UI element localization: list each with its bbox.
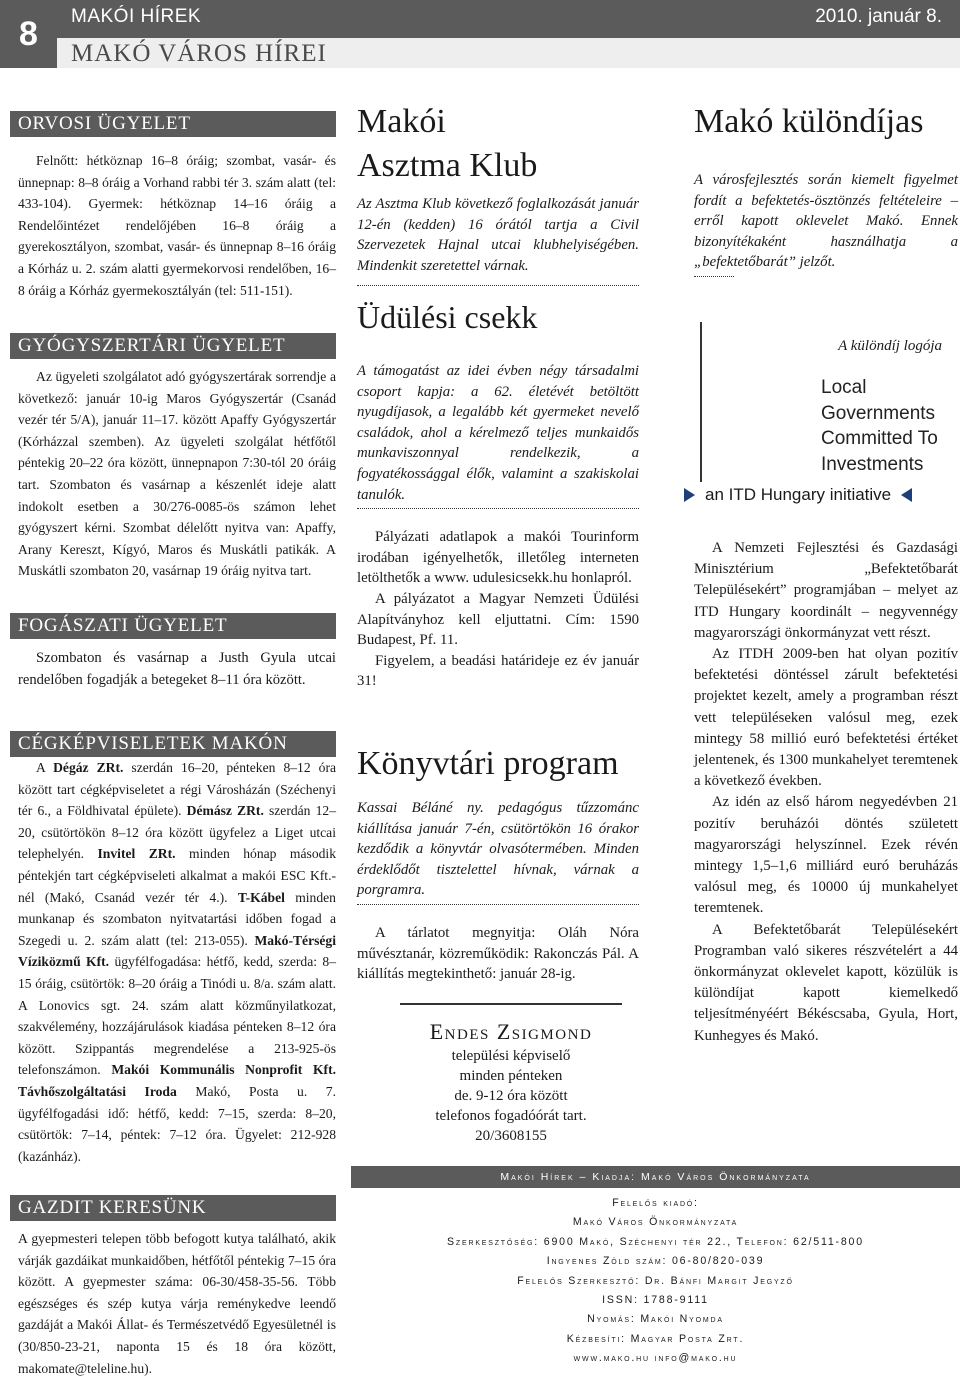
- endes-name: Endes Zsigmond: [429, 1019, 593, 1044]
- endes-line: de. 9-12 óra között: [454, 1088, 568, 1104]
- udulesi-intro: A támogatást az idei évben négy társadalmi csoport kapja: a 62. életévét betöltött nyugdíjasok, a legalább két gyermeket nevelő családok, ahol a kérelmező teljes munkaidős munkaviszonnyal rendelkezik, a fogyatékossággal élők, valamint a szakiskolai tanulók.: [357, 363, 639, 503]
- konyvtari-program-article: [357, 744, 639, 985]
- imprint: Felelős kiadó: Makó Város Önkormányzata Szerkesztőség: 6900 Makó, Széchenyi tér 22., Telefon: 62/511-800 Ingyenes Zöld szám: 06-80/820-039 Felelős Szerkesztő: Dr. Bánfi Margit Jegyző ISSN: 1788-9111 Nyomás: Makói Nyomda Kézbesíti: Magyar Posta Zrt. www.mako.hu info@mako.hu: [447, 1197, 864, 1365]
- arrow-left-icon: [901, 488, 912, 502]
- fogaszati-ugyelet-text: Szombaton és vasárnap a Justh Gyula utcai rendelőben fogadják a betegeket 8–11 óra között.: [18, 650, 336, 688]
- section-name: MAKÓI HÍREK: [71, 6, 202, 27]
- udulesi-csekk-article: [357, 297, 639, 692]
- mako-kulondijas-article: [694, 100, 958, 281]
- cegkepviseletek-heading: CÉGKÉPVISELETEK MAKÓN: [10, 731, 336, 757]
- logo-caption: A különdíj logója: [838, 338, 942, 354]
- logo-rule: [700, 322, 702, 482]
- asztma-title-line2: Asztma Klub: [357, 147, 538, 184]
- dotted-divider: [694, 273, 734, 277]
- page-number: 8: [0, 0, 57, 68]
- dotted-divider: [357, 901, 639, 905]
- konyvtari-title: Könyvtári program: [357, 745, 619, 782]
- endes-divider: [400, 1003, 622, 1005]
- logo-tagline: an ITD Hungary initiative: [684, 485, 954, 505]
- gazdit-keresunk-text: A gyepmesteri telepen több befogott kutya található, akik várják gazdáikat munkaidőben, hétfőtől péntekig 7–15 óra között. A gyepmester száma: 06-30/458-35-56. Több egészséges és szép kutya várja reménykedve leendő gazdáját a Makói Állat- és Természetvédő Egyesületnél is (30/850-23-21, naponta 15 és 18 óra között, makomate@teleline.hu).: [18, 1231, 336, 1376]
- page-title: MAKÓ VÁROS HÍREI: [71, 40, 327, 67]
- kulondijas-title: Makó különdíjas: [694, 103, 924, 140]
- asztma-klub-article: [357, 100, 639, 290]
- fogaszati-ugyelet-heading: FOGÁSZATI ÜGYELET: [10, 613, 336, 639]
- kulondijas-body: A Nemzeti Fejlesztési és Gazdasági Minisztérium „Befektetőbarát Településekért” programjában – melyet az ITD Hungary koordinált – negyvennégy magyarországi önkormányzat vett részt. Az ITDH 2009-ben hat olyan pozitív befektetési döntéssel zárult befektetési projektet kezelt, amely a programban részt vett településeken valósul meg, ezek mintegy 58 millió euró befektetési értéket jelentenek, és 1300 munkahelyet teremtenek a következő években. Az idén az első három negyedévben 21 pozitív beruházói döntés született magyarországi helyszínnel. Ezek révén mintegy 1,5–1,6 milliárd euró beruházás valósul meg, és 10000 új munkahelyet teremtenek. A Befektetőbarát Településekért Programban való sikeres részvételért a 44 önkormányzat oklevelet kapott, közülük is különdíjat kapott kiemelkedő teljesítményéért Békéscsaba, Gyula, Hort, Kunhegyes és Makó.: [694, 540, 958, 1044]
- endes-line: települési képviselő: [451, 1048, 571, 1064]
- asztma-title-line1: Makói: [357, 103, 446, 140]
- gyogyszertari-ugyelet-text: Az ügyeleti szolgálatot adó gyógyszertárak sorrendje a következő: január 10-ig Maros Gyógyszertár (Csanád vezér tér 5/A), január 11–17. között Apaffy Gyógyszertár (Kórházzal szemben). Az ügyeleti szolgálat hétfőtől péntekig 20–22 óra között, ünnepnapon 7:30-tól 20 óráig tart. Szombaton és vasárnap a készenlét ideje alatt indokolt esetben a 30/276-0085-ös számon lehet gyógyszert kérni. Szombat délelőtt nyitva van: Apaffy, Arany Kereszt, Kígyó, Maros és Muskátli patikák. A Muskátli szombaton 20, vasárnap 19 óráig nyitva tart.: [18, 369, 336, 579]
- konyvtari-intro: Kassai Béláné ny. pedagógus tűzzománc kiállítása január 7-én, csütörtökön 16 órakor kezdődik a könyvtár olvasótermében. Minden érdeklődőt tisztelettel hívnak, várnak a porgramra.: [357, 800, 639, 899]
- cegkepviseletek-text: A Dégáz ZRt. szerdán 16–20, pénteken 8–12 óra között tart cégképviseletet a régi Városházán (Széchenyi tér 6., a Földhivatal épülete). Démász ZRt. szerdán 12–20, csütörtökön 8–12 óra között ügyfelez a Liget utcai telephelyén. Invitel ZRt. minden hónap második péntekjén tart cégképviseleti alkalmat a makói ESC Kft.-nél (Makó, Csanád vezér tér 4.). T-Kábel minden munkanap és szombaton nyitvatartási időben fogad a Szegedi u. 2. szám alatt (tel: 213-055). Makó-Térségi Víziközmű Kft. ügyfélfogadása: hétfő, kedd, szerda: 8–15 óráig, csütörtök: 8–20 óráig a Tinódi u. 8/a. szám alatt. A Lonovics sgt. 24. szám alatt közműnyilatkozat, szakvélemény, hozzájárulások kiadása pénteken 8–12 óra között. Szippantás megrendelése a 213-925-ös telefonszámon. Makói Kommunális Nonprofit Kft. Távhőszolgáltatási Iroda Makó, Posta u. 7. ügyfélfogadási idő: hétfő, kedd: 7–15, szerda: 8–20, csütörtök: 7–14, péntek: 7–12 óra. Ügyelet: 212-928 (kazánház).: [18, 760, 337, 1164]
- kulondijas-intro: A városfejlesztés során kiemelt figyelmet fordít a befektetés-ösztönzés feltételeire – erről kapott oklevelet Makó. Ennek bizonyítékaként használhatja a „befektetőbarát” jelzőt.: [694, 172, 958, 271]
- logo-wordmark: Local Governments Committed To Investments: [821, 377, 938, 475]
- dotted-divider: [357, 505, 639, 509]
- udulesi-text: Pályázati adatlapok a makói Tourinform irodában igényelhetők, illetőleg interneten letölthetők a www. udulesicsekk.hu honlapról. A pályázatot a Magyar Nemzeti Üdülési Alapítványhoz kell eljuttatni. Cím: 1590 Budapest, Pf. 11. Figyelem, a beadási határideje ez év január 31!: [357, 529, 639, 690]
- arrow-right-icon: [684, 488, 695, 502]
- itd-logo: [684, 322, 960, 518]
- gazdit-keresunk-heading: GAZDIT KERESÜNK: [10, 1195, 336, 1221]
- endes-notice: [400, 1019, 622, 1146]
- imprint-band: Makói Hírek – Kiadja: Makó Város Önkormányzata: [351, 1166, 960, 1188]
- endes-line: minden pénteken: [459, 1068, 563, 1084]
- issue-date: 2010. január 8.: [815, 6, 942, 27]
- konyvtari-text: A tárlatot megnyitja: Oláh Nóra művésztanár, közreműködik: Rakonczás Pál. A kiállítás megtekinthető: január 28-ig.: [357, 924, 639, 983]
- gyogyszertari-ugyelet-heading: GYÓGYSZERTÁRI ÜGYELET: [10, 333, 336, 359]
- orvosi-ugyelet-text: Felnőtt: hétköznap 16–8 óráig; szombat, vasár- és ünnepnap: 8–8 óráig a Vorhand rabbi tér 3. szám alatt (tel: 433-104). Gyermek: hétköznap 14–16 óráig a Rendelőintézet rendelőjében 16–8 óráig a gyerekosztályon, szombat, vasár- és ünnepnap 8–16 óráig a Kórház u. 2. szám alatti gyermekorvosi rendelőben, 16–8 óráig a Kórház gyermekosztályán (tel: 511-151).: [18, 153, 336, 298]
- udulesi-title: Üdülési csekk: [357, 299, 538, 335]
- endes-phone: 20/3608155: [475, 1128, 547, 1144]
- asztma-text: Az Asztma Klub következő foglalkozását január 12-én (kedden) 16 órától tartja a Civil Szervezetek Hajnal utcai klubhelyiségében. Mindenkit szeretettel várnak.: [357, 196, 639, 274]
- dotted-divider: [357, 282, 639, 286]
- orvosi-ugyelet-heading: ORVOSI ÜGYELET: [10, 111, 336, 137]
- endes-line: telefonos fogadóórát tart.: [435, 1108, 587, 1124]
